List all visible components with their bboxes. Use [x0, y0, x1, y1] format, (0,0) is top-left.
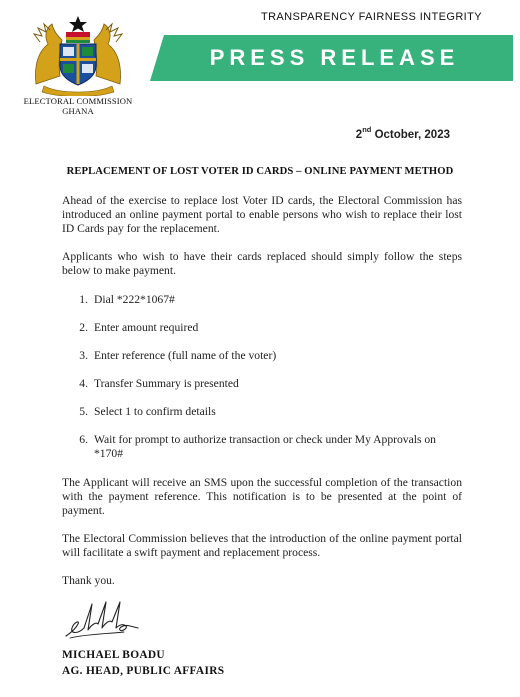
tagline: TRANSPARENCY FAIRNESS INTEGRITY: [260, 11, 482, 23]
step-number: 6.: [79, 433, 88, 446]
step-text: Enter amount required: [94, 321, 199, 334]
step-text: Dial *222*1067#: [94, 293, 175, 306]
step-text: Wait for prompt to authorize transaction or check under My Approvals on *170#: [94, 433, 436, 460]
step-text: Select 1 to confirm details: [94, 405, 216, 418]
banner-title: PRESS RELEASE: [209, 45, 460, 70]
organization-name: [16, 96, 140, 116]
belief-paragraph: The Electoral Commission believes that the introduction of the online payment portal will facilitate a swift payment and replacement process.: [62, 532, 462, 559]
list-item: [62, 377, 462, 391]
list-item: [62, 405, 462, 419]
document-title: REPLACEMENT OF LOST VOTER ID CARDS – ONLINE PAYMENT METHOD: [66, 166, 454, 177]
closing-thanks: Thank you.: [62, 574, 115, 587]
list-item: [62, 321, 462, 335]
press-release-banner: [150, 35, 513, 81]
list-item: [62, 349, 462, 363]
handwritten-signature-icon: [62, 598, 142, 644]
step-number: 2.: [79, 321, 88, 334]
date-suffix: nd: [362, 125, 372, 134]
organization-line2: GHANA: [62, 106, 94, 116]
instructions-paragraph: Applicants who wish to have their cards replaced should simply follow the steps below to make payment.: [62, 250, 462, 277]
step-text: Transfer Summary is presented: [94, 377, 239, 390]
intro-paragraph: Ahead of the exercise to replace lost Voter ID cards, the Electoral Commission has introduced an online payment portal to enable persons who wish to replace their lost ID Cards pay for the replacement.: [62, 194, 462, 235]
signatory-name: MICHAEL BOADU: [62, 649, 165, 661]
step-number: 4.: [79, 377, 88, 390]
list-item: [62, 293, 462, 307]
list-item: [62, 433, 462, 461]
organization-line1: ELECTORAL COMMISSION: [23, 96, 133, 106]
sms-paragraph: The Applicant will receive an SMS upon the successful completion of the transaction with the payment reference. This notification is to be presented at the point of payment.: [62, 476, 462, 517]
signatory-title: AG. HEAD, PUBLIC AFFAIRS: [62, 665, 225, 677]
step-number: 1.: [79, 293, 88, 306]
step-number: 3.: [79, 349, 88, 362]
step-number: 5.: [79, 405, 88, 418]
date-rest: October, 2023: [371, 128, 450, 141]
step-text: Enter reference (full name of the voter): [94, 349, 277, 362]
coat-of-arms-icon: [30, 14, 126, 96]
release-date: [356, 126, 450, 141]
date-day: 2: [355, 128, 363, 141]
